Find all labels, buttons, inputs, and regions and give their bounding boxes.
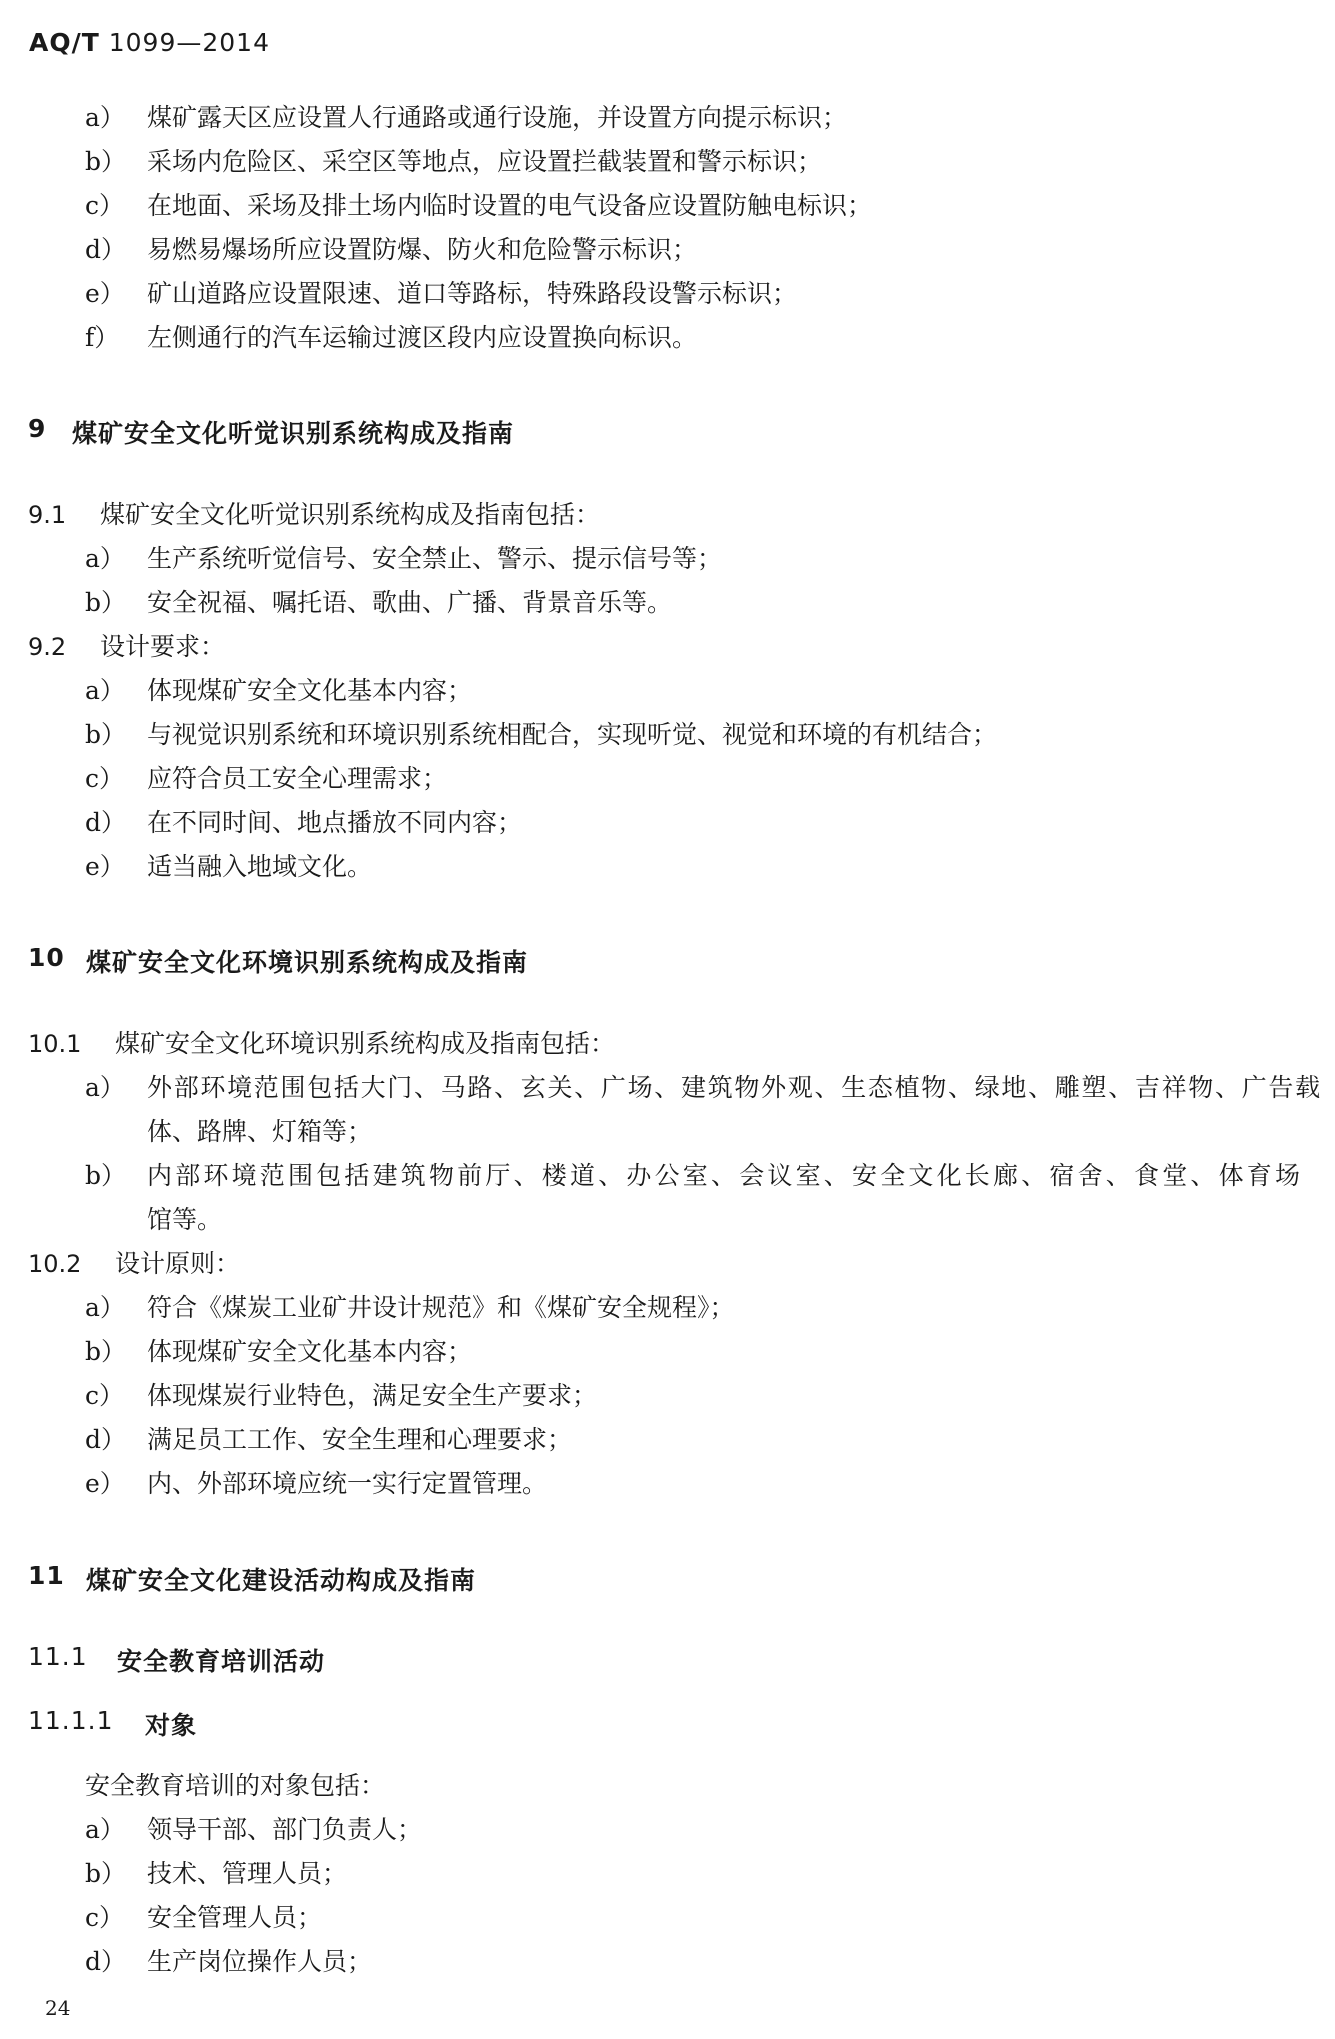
- paragraph: 安全教育培训的对象包括：: [85, 1771, 386, 1800]
- list-text: 左侧通行的汽车运输过渡区段内应设置换向标识。: [147, 323, 698, 352]
- list-label: a）: [85, 544, 125, 573]
- list-label: b）: [85, 147, 127, 176]
- list-label: f）: [85, 323, 120, 352]
- list-text: 技术、管理人员；: [147, 1859, 348, 1888]
- list-label: a）: [85, 1815, 125, 1844]
- section-title: 煤矿安全文化建设活动构成及指南: [86, 1566, 477, 1595]
- list-text: 内部环境范围包括建筑物前厅、楼道、办公室、会议室、安全文化长廊、宿舍、食堂、体育场: [147, 1161, 1304, 1190]
- list-text: 生产岗位操作人员；: [147, 1947, 373, 1976]
- clause-number: 9.1: [28, 501, 67, 529]
- clause-text: 设计要求：: [100, 632, 226, 661]
- list-label: c）: [85, 1903, 125, 1932]
- clause-number: 11.1: [28, 1642, 88, 1671]
- section-title: 煤矿安全文化环境识别系统构成及指南: [86, 948, 529, 977]
- standard-prefix: AQ/T: [29, 28, 100, 57]
- list-label: b）: [85, 1859, 127, 1888]
- list-label: d）: [85, 1425, 127, 1454]
- list-text: 满足员工工作、安全生理和心理要求；: [147, 1425, 573, 1454]
- list-text: 安全祝福、嘱托语、歌曲、广播、背景音乐等。: [147, 588, 673, 617]
- list-text: 安全管理人员；: [147, 1903, 323, 1932]
- clause-text: 设计原则：: [115, 1249, 241, 1278]
- list-text: 体现煤炭行业特色，满足安全生产要求；: [147, 1381, 598, 1410]
- list-text: 外部环境范围包括大门、马路、玄关、广场、建筑物外观、生态植物、绿地、雕塑、吉祥物、广告载: [147, 1073, 1322, 1102]
- list-text: 符合《煤炭工业矿井设计规范》和《煤矿安全规程》；: [147, 1293, 735, 1322]
- list-label: e）: [85, 279, 125, 308]
- list-label: a）: [85, 676, 125, 705]
- section-number: 10: [28, 943, 65, 972]
- list-text: 生产系统听觉信号、安全禁止、警示、提示信号等；: [147, 544, 723, 573]
- clause-title: 对象: [145, 1711, 198, 1740]
- section-title: 煤矿安全文化听觉识别系统构成及指南: [72, 419, 515, 448]
- clause-text: 煤矿安全文化环境识别系统构成及指南包括：: [115, 1029, 616, 1058]
- standard-number: 1099—2014: [108, 28, 270, 57]
- list-label: a）: [85, 1073, 125, 1102]
- list-label: e）: [85, 1469, 125, 1498]
- list-text: 馆等。: [147, 1205, 223, 1234]
- clause-text: 煤矿安全文化听觉识别系统构成及指南包括：: [100, 500, 601, 529]
- section-number: 9: [28, 414, 47, 443]
- clause-number: 10.1: [28, 1030, 82, 1058]
- list-label: d）: [85, 235, 127, 264]
- list-text: 在不同时间、地点播放不同内容；: [147, 808, 523, 837]
- list-text: 矿山道路应设置限速、道口等路标，特殊路段设警示标识；: [147, 279, 798, 308]
- list-label: c）: [85, 764, 125, 793]
- clause-number: 11.1.1: [28, 1706, 114, 1735]
- list-text: 与视觉识别系统和环境识别系统相配合，实现听觉、视觉和环境的有机结合；: [147, 720, 998, 749]
- list-label: b）: [85, 1337, 127, 1366]
- list-text: 领导干部、部门负责人；: [147, 1815, 423, 1844]
- list-text: 体、路牌、灯箱等；: [147, 1117, 373, 1146]
- list-text: 内、外部环境应统一实行定置管理。: [147, 1469, 548, 1498]
- list-text: 在地面、采场及排土场内临时设置的电气设备应设置防触电标识；: [147, 191, 873, 220]
- page-number: 24: [45, 1996, 71, 2020]
- list-label: a）: [85, 1293, 125, 1322]
- list-label: d）: [85, 1947, 127, 1976]
- list-text: 应符合员工安全心理需求；: [147, 764, 448, 793]
- list-label: c）: [85, 191, 125, 220]
- clause-number: 9.2: [28, 633, 67, 661]
- list-label: b）: [85, 588, 127, 617]
- list-text: 体现煤矿安全文化基本内容；: [147, 676, 473, 705]
- list-label: d）: [85, 808, 127, 837]
- standard-code: [29, 28, 270, 57]
- list-text: 适当融入地域文化。: [147, 852, 373, 881]
- list-text: 煤矿露天区应设置人行通路或通行设施，并设置方向提示标识；: [147, 103, 848, 132]
- list-text: 体现煤矿安全文化基本内容；: [147, 1337, 473, 1366]
- list-label: e）: [85, 852, 125, 881]
- list-text: 采场内危险区、采空区等地点，应设置拦截装置和警示标识；: [147, 147, 823, 176]
- section-number: 11: [28, 1561, 65, 1590]
- list-label: b）: [85, 1161, 127, 1190]
- list-text: 易燃易爆场所应设置防爆、防火和危险警示标识；: [147, 235, 698, 264]
- clause-number: 10.2: [28, 1250, 82, 1278]
- list-label: a）: [85, 103, 125, 132]
- list-label: c）: [85, 1381, 125, 1410]
- list-label: b）: [85, 720, 127, 749]
- clause-title: 安全教育培训活动: [117, 1647, 326, 1676]
